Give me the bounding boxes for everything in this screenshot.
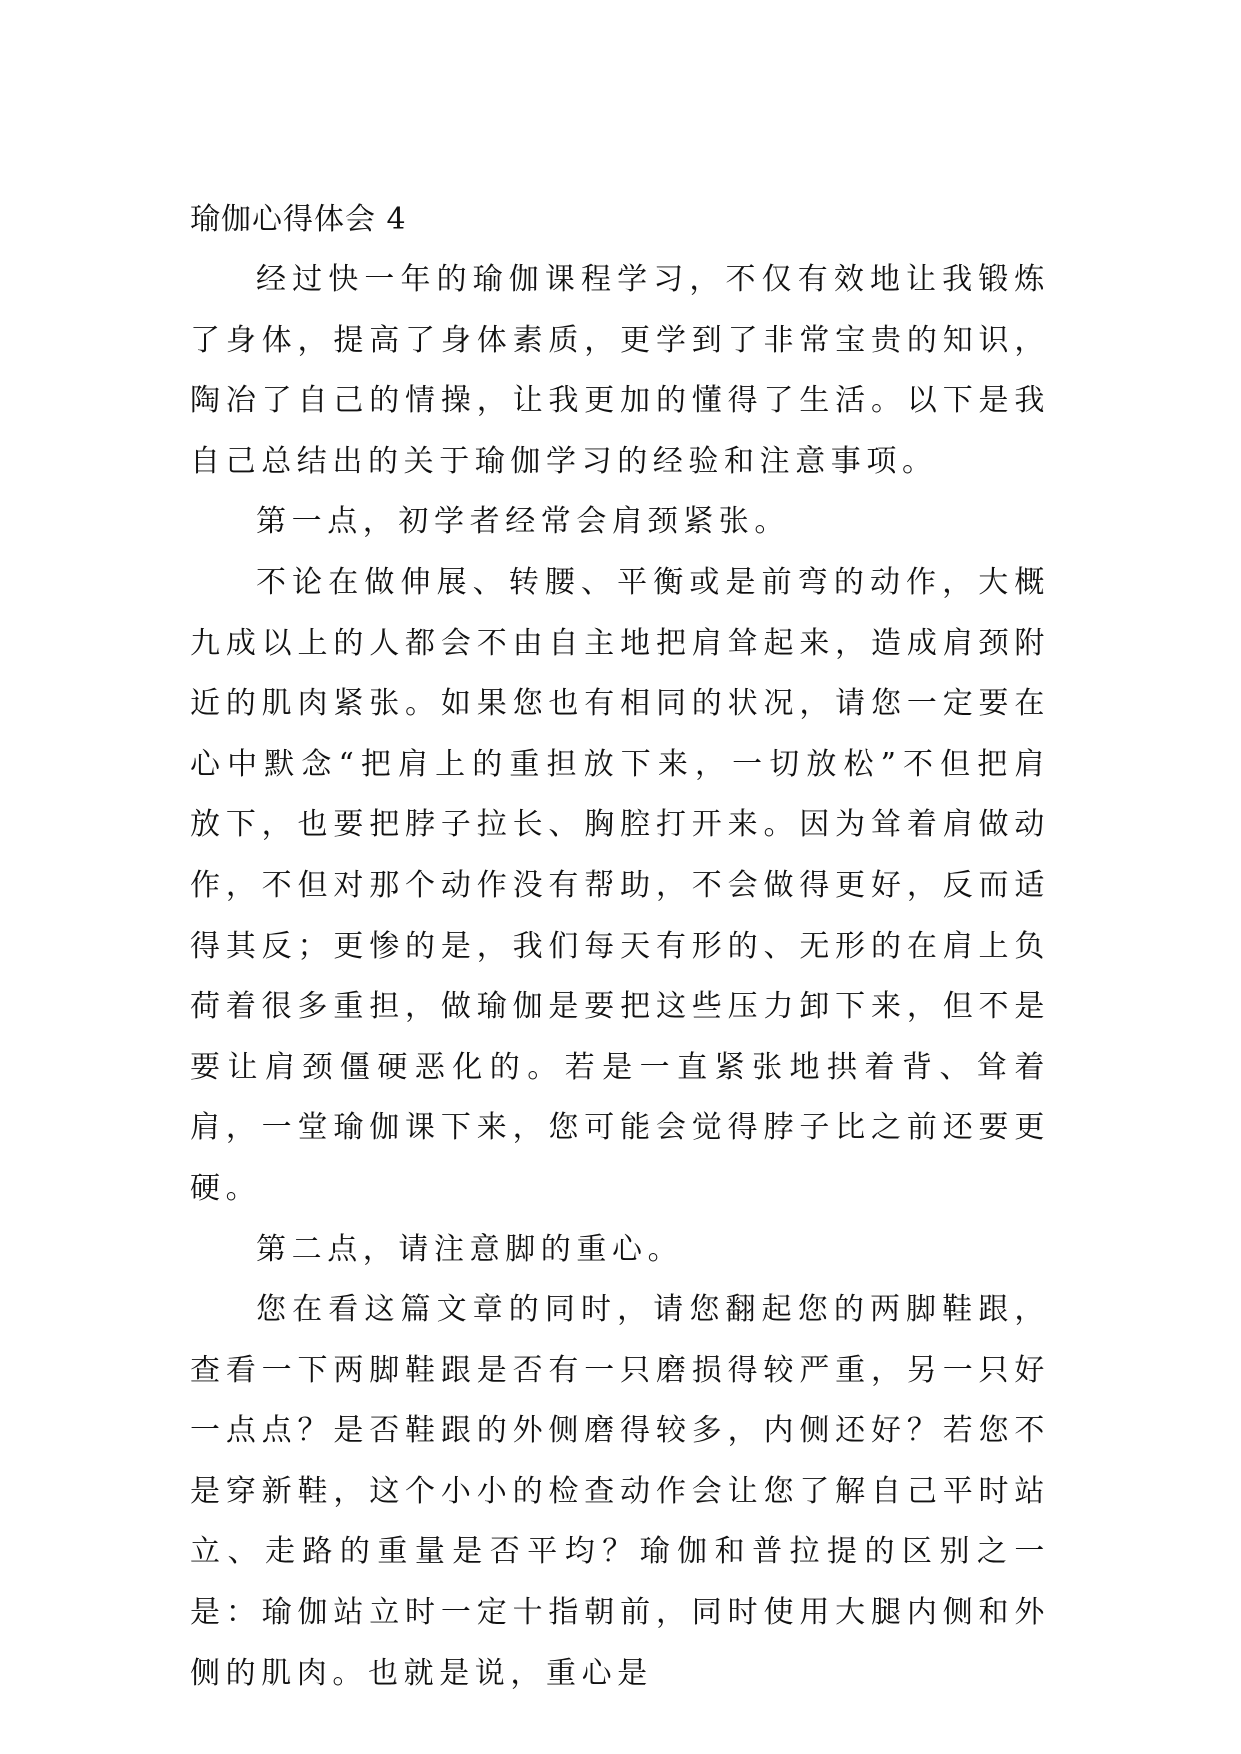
paragraph-point-one-body: 不论在做伸展、转腰、平衡或是前弯的动作，大概九成以上的人都会不由自主地把肩耸起来，造成肩颈附近的肌肉紧张。如果您也有相同的状况，请您一定要在心中默念“把肩上的重担放下来，一切放松”不但把肩放下，也要把脖子拉长、胸腔打开来。因为耸着肩做动作，不但对那个动作没有帮助，不会做得更好，反而适得其反；更惨的是，我们每天有形的、无形的在肩上负荷着很多重担，做瑜伽是要把这些压力卸下来，但不是要让肩颈僵硬恶化的。若是一直紧张地拱着背、耸着肩，一堂瑜伽课下来，您可能会觉得脖子比之前还要更硬。 [190,564,1050,1206]
document-title: 瑜伽心得体会 4 [190,202,407,237]
document-body [190,190,1050,1704]
paragraph-point-one-heading: 第一点，初学者经常会肩颈紧张。 [256,504,790,540]
paragraph-point-two-body: 您在看这篇文章的同时，请您翻起您的两脚鞋跟，查看一下两脚鞋跟是否有一只磨损得较严重，另一只好一点点？是否鞋跟的外侧磨得较多，内侧还好？若您不是穿新鞋，这个小小的检查动作会让您了解自己平时站立、走路的重量是否平均？瑜伽和普拉提的区别之一是：瑜伽站立时一定十指朝前，同时使用大腿内侧和外侧的肌肉。也就是说，重心是 [190,1292,1050,1691]
paragraph-intro: 经过快一年的瑜伽课程学习，不仅有效地让我锻炼了身体，提高了身体素质，更学到了非常宝贵的知识，陶冶了自己的情操，让我更加的懂得了生活。以下是我自己总结出的关于瑜伽学习的经验和注意事项。 [190,262,1050,479]
paragraph-point-two-heading: 第二点，请注意脚的重心。 [256,1231,684,1267]
